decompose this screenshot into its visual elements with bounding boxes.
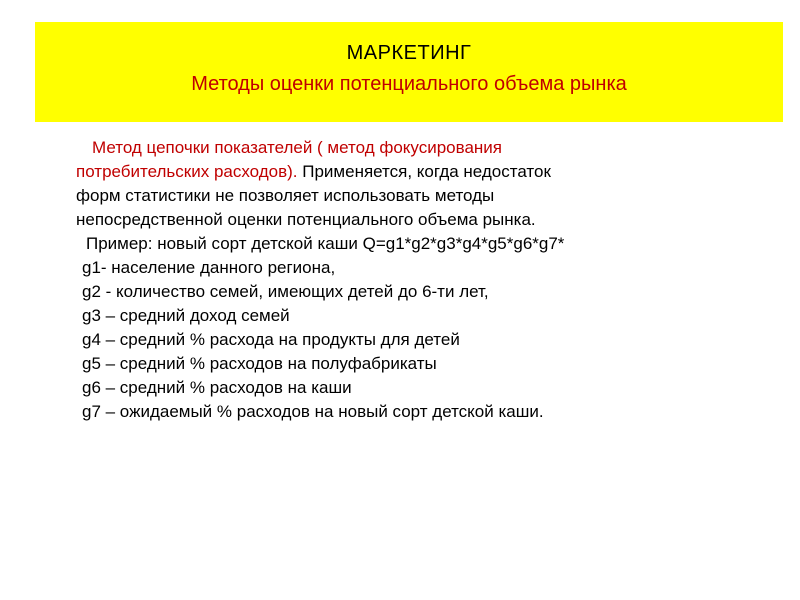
title-banner <box>35 22 783 122</box>
application-text-start: Применяется, когда недостаток <box>297 162 551 181</box>
factor-g5: g5 – средний % расходов на полуфабрикаты <box>82 354 437 373</box>
factor-g2: g2 - количество семей, имеющих детей до 6-ти лет, <box>82 282 489 301</box>
application-text-line-3: форм статистики не позволяет использовать методы <box>76 186 495 205</box>
method-name-line-1: Метод цепочки показателей ( метод фокусирования <box>92 138 503 157</box>
method-name-line-2 <box>76 160 776 184</box>
slide-subtitle: Методы оценки потенциального объема рынка <box>191 73 627 95</box>
method-name-continuation: потребительских расходов). <box>76 162 298 181</box>
factor-g1: g1- население данного региона, <box>82 258 336 277</box>
example-formula: Пример: новый сорт детской каши Q=g1*g2*g3*g4*g5*g6*g7* <box>86 234 565 253</box>
slide-body <box>76 136 776 424</box>
factor-g7: g7 – ожидаемый % расходов на новый сорт детской каши. <box>82 402 544 421</box>
factor-g3: g3 – средний доход семей <box>82 306 290 325</box>
factor-g6: g6 – средний % расходов на каши <box>82 378 352 397</box>
slide-title: МАРКЕТИНГ <box>346 42 472 64</box>
factor-g4: g4 – средний % расхода на продукты для детей <box>82 330 460 349</box>
application-text-line-4: непосредственной оценки потенциального объема рынка. <box>76 210 536 229</box>
